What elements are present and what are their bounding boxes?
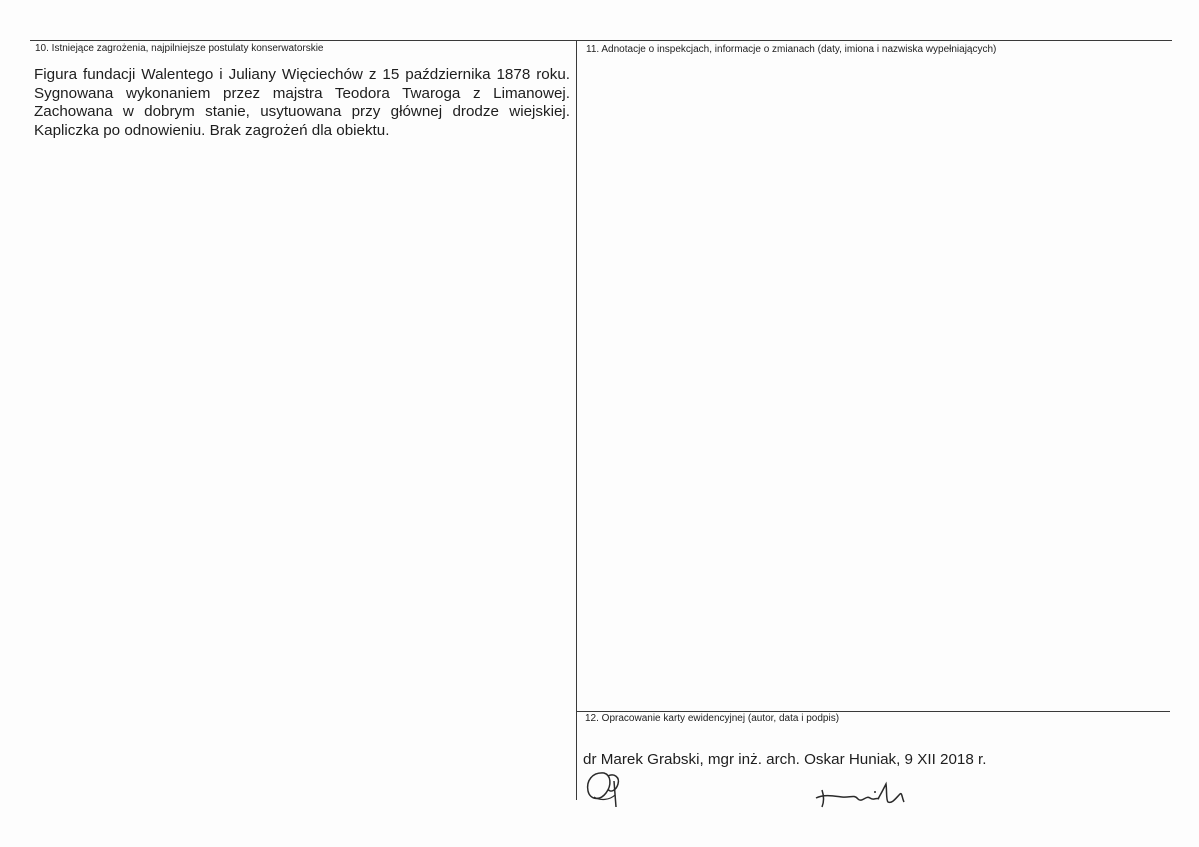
section10-line: Figura fundacji Walentego i Juliany Więciechów z 15 października 1878 roku. (34, 66, 570, 83)
prepared-by-text: dr Marek Grabski, mgr inż. arch. Oskar Huniak, 9 XII 2018 r. (583, 751, 987, 768)
section11-header: 11. Adnotacje o inspekcjach, informacje o zmianach (daty, imiona i nazwiska wypełniających) (586, 44, 997, 55)
section10-text (34, 66, 570, 140)
section10-line: Zachowana w dobrym stanie, usytuowana przy głównej drodze wiejskiej. (34, 103, 570, 120)
section12-rule (577, 711, 1170, 712)
column-divider (576, 40, 577, 800)
signature-2 (812, 780, 912, 810)
section10-line: Kapliczka po odnowieniu. Brak zagrożeń dla obiektu. (34, 121, 390, 139)
section10-line: Sygnowana wykonaniem przez majstra Teodora Twaroga z Limanowej. (34, 84, 570, 102)
signature-1 (582, 767, 632, 812)
section12-header: 12. Opracowanie karty ewidencyjnej (autor, data i podpis) (585, 713, 840, 724)
section10-header: 10. Istniejące zagrożenia, najpilniejsze postulaty konserwatorskie (35, 43, 324, 54)
top-rule (30, 40, 1172, 41)
